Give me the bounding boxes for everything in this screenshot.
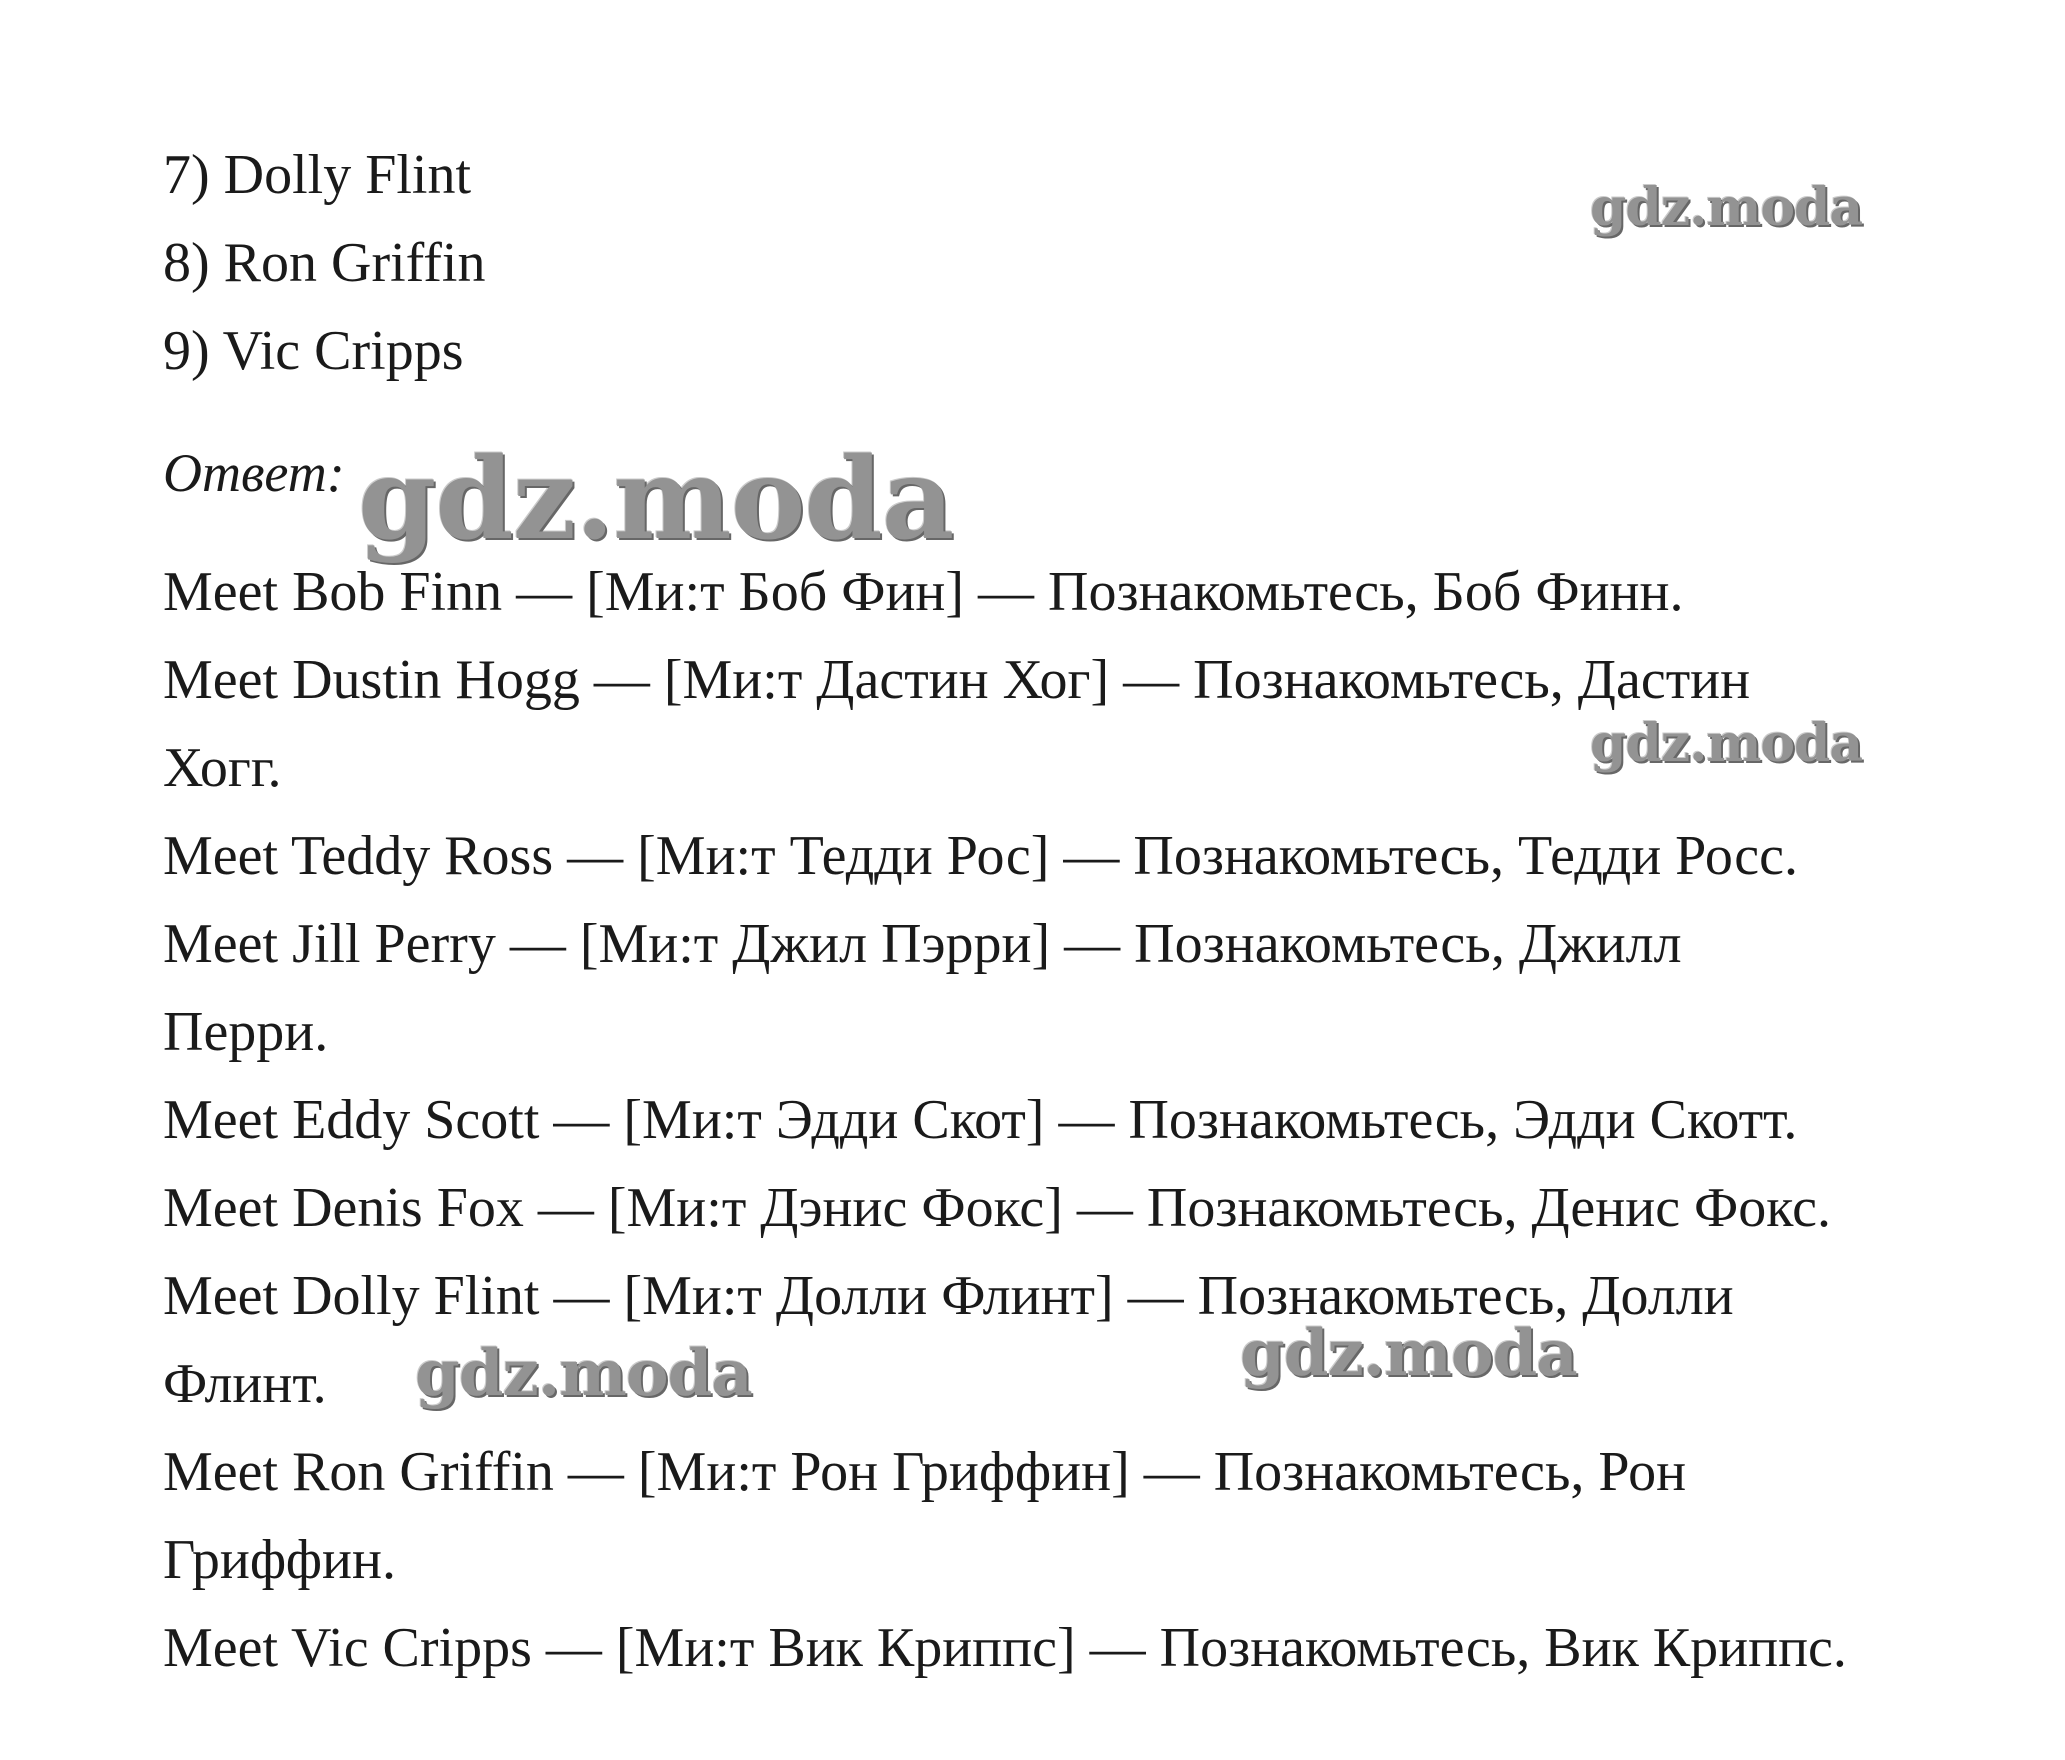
- answer-line: Флинт.: [163, 1353, 327, 1415]
- watermark: gdz.moda: [415, 1336, 752, 1411]
- list-item: 9) Vic Cripps: [163, 320, 464, 382]
- answer-line: Гриффин.: [163, 1529, 396, 1591]
- answer-label: Ответ:: [163, 443, 345, 503]
- answer-line: Meet Vic Cripps — [Ми:т Вик Криппс] — Познакомьтесь, Вик Криппс.: [163, 1617, 1847, 1679]
- answer-line: Meet Bob Finn — [Ми:т Боб Фин] — Познакомьтесь, Боб Финн.: [163, 561, 1684, 623]
- watermark: gdz.moda: [1590, 713, 1863, 774]
- answer-line: Перри.: [163, 1001, 329, 1063]
- watermark: gdz.moda: [1590, 177, 1863, 238]
- watermark: gdz.moda: [1240, 1316, 1577, 1391]
- answer-line: Хогг.: [163, 737, 282, 799]
- answer-line: Meet Jill Perry — [Ми:т Джил Пэрри] — Познакомьтесь, Джилл: [163, 913, 1682, 975]
- list-item: 7) Dolly Flint: [163, 144, 472, 206]
- watermark: gdz.moda: [358, 434, 954, 565]
- answer-line: Meet Teddy Ross — [Ми:т Тедди Рос] — Познакомьтесь, Тедди Росс.: [163, 825, 1799, 887]
- answer-line: Meet Eddy Scott — [Ми:т Эдди Скот] — Познакомьтесь, Эдди Скотт.: [163, 1089, 1798, 1151]
- list-item: 8) Ron Griffin: [163, 232, 486, 294]
- answer-line: Meet Denis Fox — [Ми:т Дэнис Фокс] — Познакомьтесь, Денис Фокс.: [163, 1177, 1831, 1239]
- answer-line: Meet Ron Griffin — [Ми:т Рон Гриффин] — Познакомьтесь, Рон: [163, 1441, 1687, 1503]
- answer-line: Meet Dolly Flint — [Ми:т Долли Флинт] — Познакомьтесь, Долли: [163, 1265, 1734, 1327]
- answer-line: Meet Dustin Hogg — [Ми:т Дастин Хог] — Познакомьтесь, Дастин: [163, 649, 1751, 711]
